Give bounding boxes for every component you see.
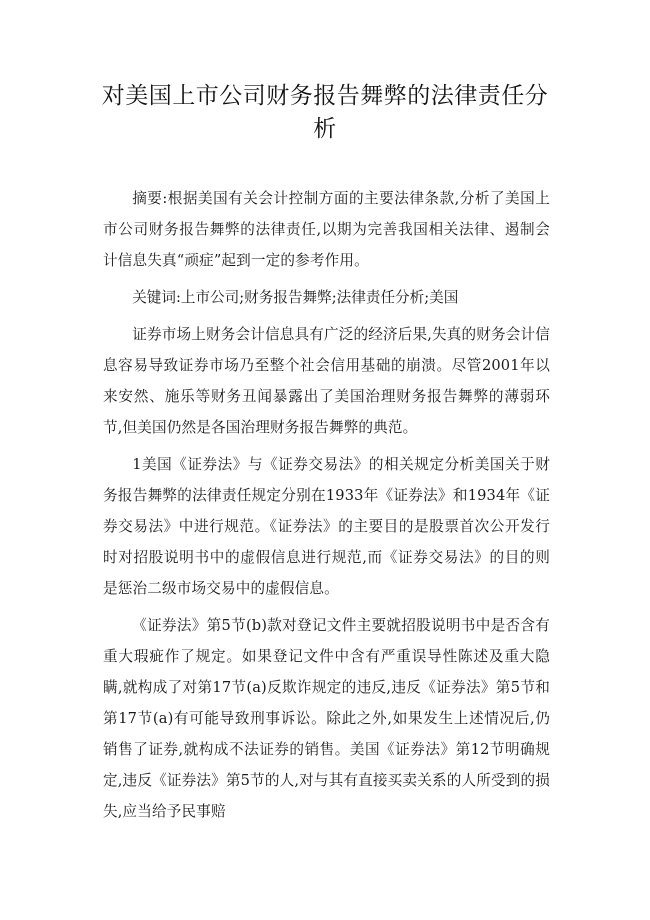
keywords-line: 关键词:上市公司;财务报告舞弊;法律责任分析;美国 [132, 289, 459, 306]
document-body [103, 183, 550, 827]
body-paragraph-2: 1美国《证券法》与《证券交易法》的相关规定分析美国关于财务报告舞弊的法律责任规定分别在1933年《证券法》和1934年《证券交易法》中进行规范。《证券法》的主要目的是股票首次公开发行时对招股说明书中的虚假信息进行规范,而《证券交易法》的目的则是惩治二级市场交易中的虚假信息。 [103, 456, 550, 597]
body-paragraph-1: 证券市场上财务会计信息具有广泛的经济后果,失真的财务会计信息容易导致证券市场乃至整个社会信用基础的崩溃。尽管2001年以来安然、施乐等财务丑闻暴露出了美国治理财务报告舞弊的薄弱环节,但美国仍然是各国治理财务报告舞弊的典范。 [103, 326, 550, 436]
body-paragraph-3: 《证券法》第5节(b)款对登记文件主要就招股说明书中是否含有重大瑕疵作了规定。如果登记文件中含有严重误导性陈述及重大隐瞒,就构成了对第17节(a)反欺诈规定的违反,违反《证券法》第5节和第17节(a)有可能导致刑事诉讼。除此之外,如果发生上述情况后,仍销售了证券,就构成不法证券的销售。美国《证券法》第12节明确规定,违反《证券法》第5节的人,对与其有直接买卖关系的人所受到的损失,应当给予民事赔 [103, 617, 550, 820]
abstract-paragraph: 摘要:根据美国有关会计控制方面的主要法律条款,分析了美国上市公司财务报告舞弊的法律责任,以期为完善我国相关法律、遏制会计信息失真“顽症”起到一定的参考作用。 [103, 190, 550, 269]
document-title: 对美国上市公司财务报告舞弊的法律责任分析 [101, 83, 549, 142]
